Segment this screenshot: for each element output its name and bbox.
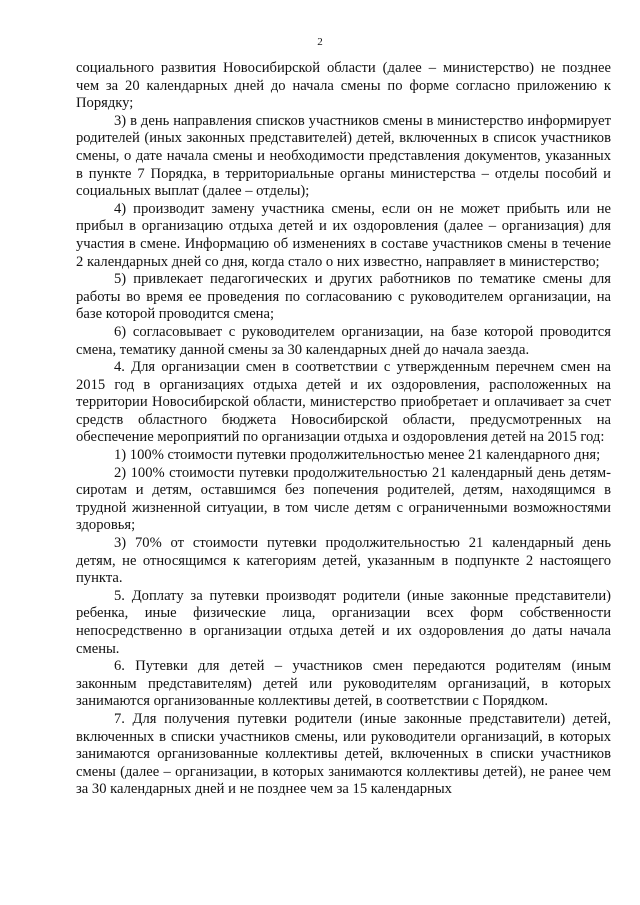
paragraph: 3) в день направления списков участников смены в министерство информирует родителей (иных законных представителей) детей, включенных в список участников смены, о дате начала смены и необходимости представления документов, указанных в пункте 7 Порядка, в территориальные органы министерства – отделы пособий и социальных выплат (далее – отделы); (76, 112, 611, 200)
paragraph: 1) 100% стоимости путевки продолжительностью менее 21 календарного дня; (114, 447, 601, 464)
paragraph: 6. Путевки для детей – участников смен передаются родителям (иным законным представителям) детей или руководителям организаций, в которых занимаются организованные коллективы детей, в соответствии с Порядком. (76, 658, 611, 710)
paragraph: 3) 70% от стоимости путевки продолжительностью 21 календарный день детям, не относящимся к категориям детей, указанным в подпункте 2 настоящего пункта. (76, 535, 611, 587)
paragraph: социального развития Новосибирской области (далее – министерство) не позднее чем за 20 календарных дней до начала смены по форме согласно приложению к Порядку; (76, 60, 611, 112)
paragraph: 7. Для получения путевки родители (иные законные представители) детей, включенных в списки участников смены, или руководители организаций, в которых занимаются организованные коллективы детей, включенных в списки участников смены (далее – организации, в которых занимаются коллективы детей), не ранее чем за 30 календарных дней и не позднее чем за 15 календарных (76, 710, 611, 798)
paragraph: 4. Для организации смен в соответствии с утвержденным перечнем смен на 2015 год в организациях отдыха детей и их оздоровления, расположенных на территории Новосибирской области, министерство приобретает и оплачивает за счет средств областного бюджета Новосибирской области, предусмотренных на обеспечение мероприятий по организации отдыха и оздоровления детей на 2015 год: (76, 359, 611, 446)
paragraph: 5. Доплату за путевки производят родители (иные законные представители) ребенка, иные физические лица, организации всех форм собственности непосредственно в организации отдыха детей и их оздоровления до даты начала смены. (76, 587, 611, 657)
paragraph: 4) производит замену участника смены, если он не может прибыть или не прибыл в организацию отдыха детей и их оздоровления (далее – организация) для участия в смене. Информацию об изменениях в составе участников смены в течение 2 календарных дней со дня, когда стало о них известно, направляет в министерство; (76, 200, 611, 270)
document-body (76, 60, 611, 799)
paragraph: 6) согласовывает с руководителем организации, на базе которой проводится смена, тематику данной смены за 30 календарных дней до начала заезда. (76, 323, 611, 358)
paragraph: 5) привлекает педагогических и других работников по тематике смены для работы во время ее проведения по согласованию с руководителем организации, на базе которой проводится смена; (76, 271, 611, 323)
paragraph: 2) 100% стоимости путевки продолжительностью 21 календарный день детям-сиротам и детям, оставшимся без попечения родителей, детям, находящимся в трудной жизненной ситуации, в том числе детям с ограниченными возможностями здоровья; (76, 464, 611, 534)
page-number: 2 (317, 36, 323, 48)
